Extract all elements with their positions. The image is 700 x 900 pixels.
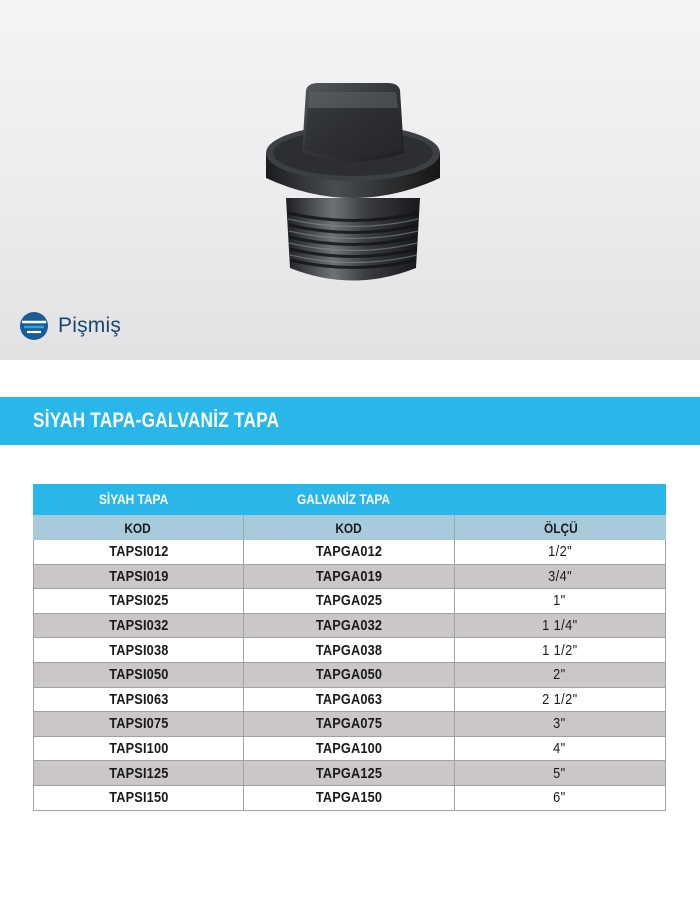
cell-size: 5"	[553, 764, 567, 782]
cell-black-code: TAPSI050	[34, 663, 244, 687]
cell-size: 6"	[553, 789, 567, 807]
cell-galvanized-code: TAPGA019	[244, 565, 454, 589]
cell-galvanized-code: TAPGA075	[244, 712, 454, 736]
cell-black-code: TAPSI063	[34, 688, 244, 712]
cell-black-code: TAPSI032	[34, 614, 244, 638]
cell-size: 1 1/4"	[542, 617, 578, 635]
group-label-galvanized: GALVANİZ TAPA	[297, 491, 390, 507]
table-column-header	[33, 515, 666, 540]
cell-black-code: TAPSI012	[34, 540, 244, 564]
table-row	[34, 737, 665, 762]
table-row	[34, 638, 665, 663]
pismis-logo-icon	[19, 311, 49, 341]
table-row	[34, 761, 665, 786]
cell-size: 2"	[553, 666, 567, 684]
cell-black-code: TAPSI075	[34, 712, 244, 736]
brand	[19, 310, 121, 342]
brand-name: Pişmiş	[58, 314, 122, 337]
cell-galvanized-code: TAPGA150	[244, 786, 454, 810]
table-row	[34, 663, 665, 688]
table-row	[34, 614, 665, 639]
section-banner	[0, 397, 700, 445]
cell-black-code: TAPSI150	[34, 786, 244, 810]
cell-size: 1 1/2"	[542, 641, 578, 659]
column-header-size: ÖLÇÜ	[543, 519, 578, 536]
table-row	[34, 786, 665, 811]
cell-black-code: TAPSI100	[34, 737, 244, 761]
cell-black-code: TAPSI125	[34, 761, 244, 785]
cell-size: 4"	[553, 740, 567, 758]
cell-galvanized-code: TAPGA125	[244, 761, 454, 785]
cell-galvanized-code: TAPGA012	[244, 540, 454, 564]
table-row	[34, 712, 665, 737]
cell-galvanized-code: TAPGA050	[244, 663, 454, 687]
table-row	[34, 540, 665, 565]
table-row	[34, 589, 665, 614]
cell-size: 3/4"	[547, 567, 572, 585]
cell-size: 1"	[553, 592, 567, 610]
cell-galvanized-code: TAPGA025	[244, 589, 454, 613]
cell-black-code: TAPSI038	[34, 638, 244, 662]
section-title: SİYAH TAPA-GALVANİZ TAPA	[33, 409, 280, 432]
cell-galvanized-code: TAPGA032	[244, 614, 454, 638]
table-row	[34, 688, 665, 713]
cell-galvanized-code: TAPGA063	[244, 688, 454, 712]
table-group-header	[33, 484, 666, 515]
column-header-galvanized-code: KOD	[244, 515, 455, 540]
table-row	[34, 565, 665, 590]
table-body	[33, 540, 666, 811]
cell-size: 1/2"	[547, 543, 572, 561]
cell-black-code: TAPSI019	[34, 565, 244, 589]
product-table	[33, 484, 666, 811]
column-header-black-code: KOD	[33, 515, 244, 540]
group-label-black: SİYAH TAPA	[99, 491, 169, 507]
cell-galvanized-code: TAPGA100	[244, 737, 454, 761]
product-hero	[0, 0, 700, 360]
cell-galvanized-code: TAPGA038	[244, 638, 454, 662]
cell-size: 2 1/2"	[542, 690, 578, 708]
pipe-plug-icon	[258, 78, 448, 288]
cell-black-code: TAPSI025	[34, 589, 244, 613]
cell-size: 3"	[553, 715, 567, 733]
